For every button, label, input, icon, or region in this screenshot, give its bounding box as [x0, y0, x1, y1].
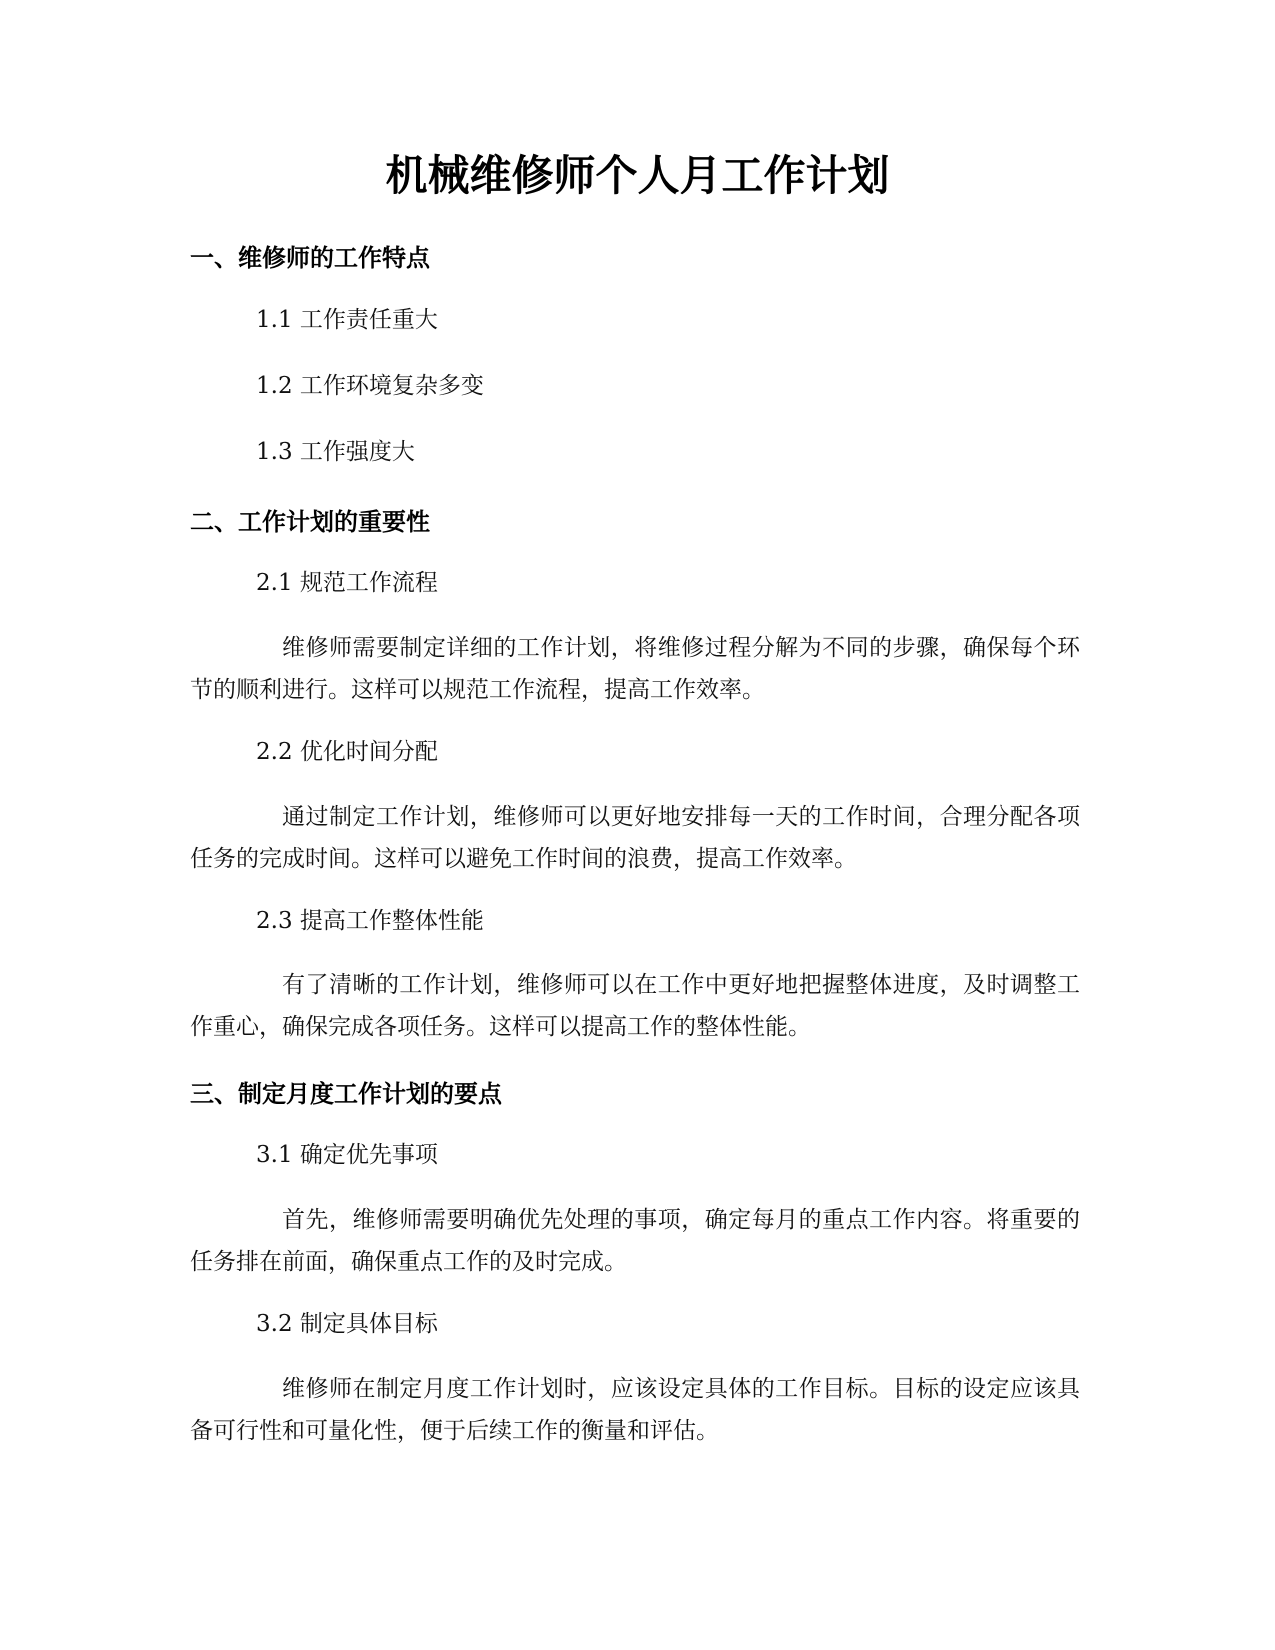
- subsection-1-2: 1.2 工作环境复杂多变: [256, 373, 484, 399]
- paragraph-2-2: 通过制定工作计划，维修师可以更好地安排每一天的工作时间，合理分配各项任务的完成时间。这样可以避免工作时间的浪费，提高工作效率。: [190, 804, 1080, 872]
- subsection-1-1: 1.1 工作责任重大: [256, 307, 438, 333]
- document-title: 机械维修师个人月工作计划: [385, 151, 890, 200]
- subsection-3-1: 3.1 确定优先事项: [256, 1142, 438, 1168]
- subsection-3-2: 3.2 制定具体目标: [256, 1311, 438, 1337]
- section-heading-3: 三、制定月度工作计划的要点: [190, 1080, 502, 1108]
- subsection-1-3: 1.3 工作强度大: [256, 439, 415, 465]
- paragraph-3-1: 首先，维修师需要明确优先处理的事项，确定每月的重点工作内容。将重要的任务排在前面，确保重点工作的及时完成。: [190, 1207, 1080, 1275]
- section-heading-1: 一、维修师的工作特点: [190, 244, 430, 272]
- subsection-2-1: 2.1 规范工作流程: [256, 570, 438, 596]
- section-heading-2: 二、工作计划的重要性: [190, 508, 430, 536]
- paragraph-3-2: 维修师在制定月度工作计划时，应该设定具体的工作目标。目标的设定应该具备可行性和可量化性，便于后续工作的衡量和评估。: [190, 1376, 1080, 1444]
- subsection-2-2: 2.2 优化时间分配: [256, 739, 438, 765]
- subsection-2-3: 2.3 提高工作整体性能: [256, 908, 484, 934]
- paragraph-2-3: 有了清晰的工作计划，维修师可以在工作中更好地把握整体进度，及时调整工作重心，确保完成各项任务。这样可以提高工作的整体性能。: [190, 972, 1080, 1040]
- paragraph-2-1: 维修师需要制定详细的工作计划，将维修过程分解为不同的步骤，确保每个环节的顺利进行。这样可以规范工作流程，提高工作效率。: [190, 635, 1080, 703]
